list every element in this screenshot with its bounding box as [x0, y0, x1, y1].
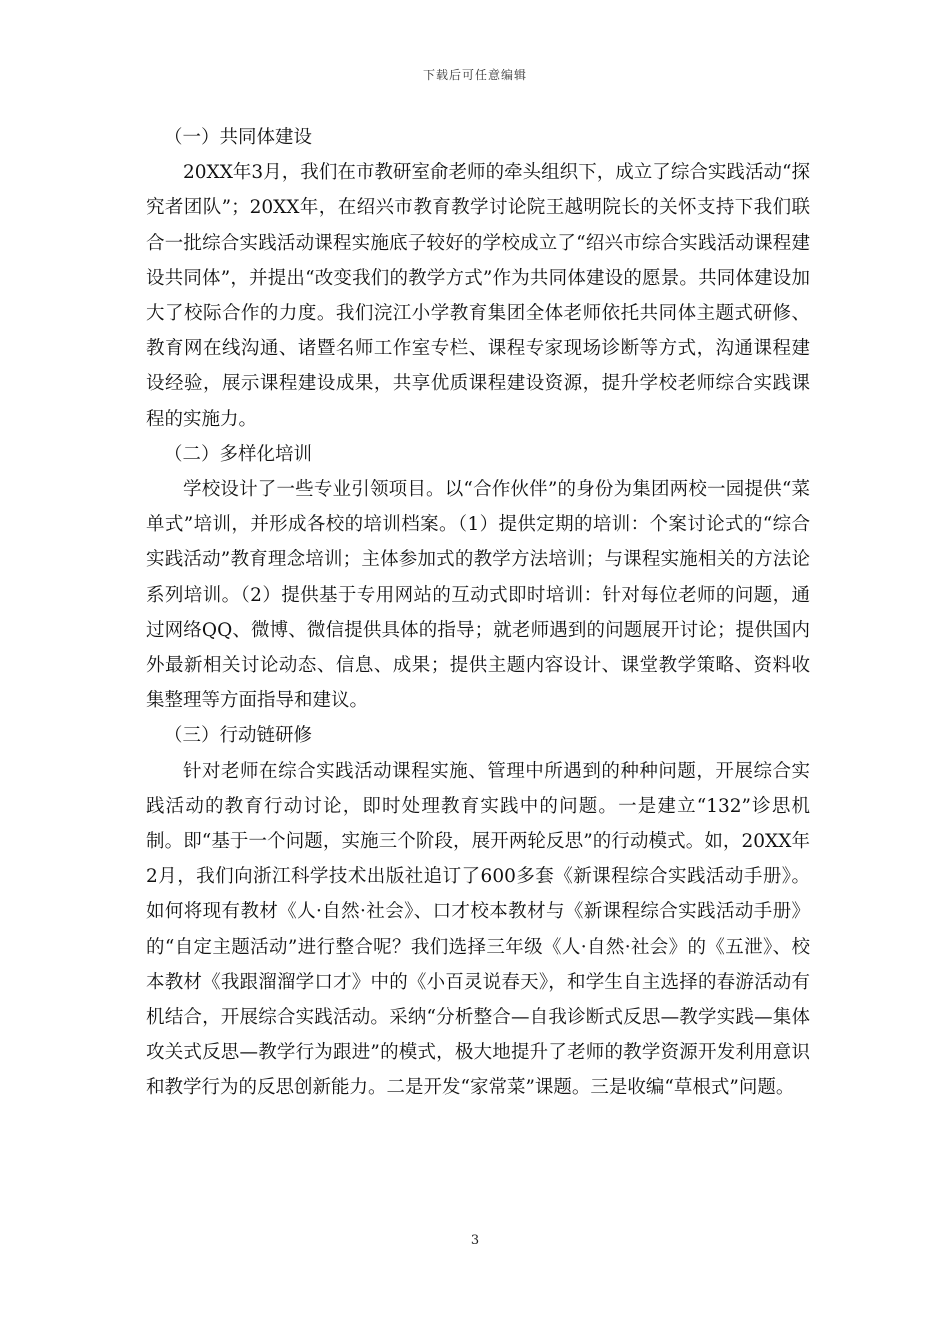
- section-paragraph-1: 20XX年3月，我们在市教研室俞老师的牵头组织下，成立了综合实践活动“探究者团队”；20XX年，在绍兴市教育教学讨论院王越明院长的关怀支持下我们联合一批综合实践活动课程实施底子较好的学校成立了“绍兴市综合实践活动课程建设共同体”，并提出“改变我们的教学方式”作为共同体建设的愿景。共同体建设加大了校际合作的力度。我们浣江小学教育集团全体老师依托共同体主题式研修、教育网在线沟通、诸暨名师工作室专栏、课程专家现场诊断等方式，沟通课程建设经验，展示课程建设成果，共享优质课程建设资源，提升学校老师综合实践课程的实施力。: [146, 162, 810, 430]
- header-note: 下载后可任意编辑: [422, 68, 527, 82]
- document-body: [146, 120, 810, 1106]
- section-paragraph-2: 学校设计了一些专业引领项目。以“合作伙伴”的身份为集团两校一园提供“菜单式”培训，并形成各校的培训档案。（1）提供定期的培训：个案讨论式的“综合实践活动”教育理念培训；主体参加式的教学方法培训；与课程实施相关的方法论系列培训。（2）提供基于专用网站的互动式即时培训：针对每位老师的问题，通过网络QQ、微博、微信提供具体的指导；就老师遇到的问题展开讨论；提供国内外最新相关讨论动态、信息、成果；提供主题内容设计、课堂教学策略、资料收集整理等方面指导和建议。: [146, 479, 810, 712]
- section-heading-3: （三）行动链研修: [164, 725, 313, 747]
- section-paragraph-3: 针对老师在综合实践活动课程实施、管理中所遇到的种种问题，开展综合实践活动的教育行动讨论，即时处理教育实践中的问题。一是建立“132”诊思机制。即“基于一个问题，实施三个阶段，展开两轮反思”的行动模式。如，20XX年2月，我们向浙江科学技术出版社追订了600多套《新课程综合实践活动手册》。如何将现有教材《人·自然·社会》、口才校本教材与《新课程综合实践活动手册》的“自定主题活动”进行整合呢？我们选择三年级《人·自然·社会》的《五泄》、校本教材《我跟溜溜学口才》中的《小百灵说春天》，和学生自主选择的春游活动有机结合，开展综合实践活动。采纳“分析整合—自我诊断式反思—教学实践—集体攻关式反思—教学行为跟进”的模式，极大地提升了老师的教学资源开发利用意识和教学行为的反思创新能力。二是开发“家常菜”课题。三是收编“草根式”问题。: [146, 760, 810, 1099]
- section-heading-2: （二）多样化培训: [164, 443, 313, 465]
- page-number: 3: [470, 1233, 480, 1248]
- section-heading-1: （一）共同体建设: [164, 127, 313, 148]
